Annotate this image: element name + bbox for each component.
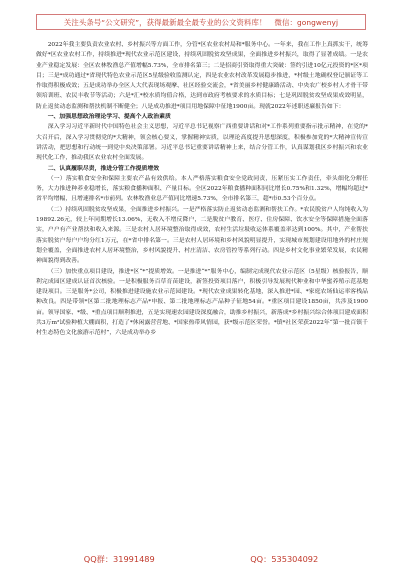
follow-notice: 关注头条号“公文研究”，获得最新最全最专业的公文资料库！ <box>63 17 267 27</box>
item-3-paragraph: （三）加快重点项目建设，推进*区“*”提质增效。一是推进“*”服务中心，编制完成现代农业示范区（5星级）核验报告，顺利完成园区建成认证首次核验。一是积极服务百草育苗建设，新签投资项目落户，积极引导发展现代种业和中华蜜养殖示范基地建设项目。三是服务*公司，积极推进建设施农业示范园建设。*现代农业成果转化基地，深入推进*园、*家庭农场仙运率客栈品种改良。四是带领*区第二批地理标志产品*申报、第二批地理标志产品种子征地54亩。*重区项目建设1850亩，共涉及1900亩。领导国家、*级、*重点项目顺利推进，五是实现速农园建设深度融合，助推乡村振兴，新落成*乡村振兴综合体项目建成面积共3万m²试验种植大棚面积，打造了*休闲露营营地、*国家热带风情园，获*级示范区荣誉。*镇*社区荣获2022年“第一批百镇千村生态特色文化旅游示范村”，六是成功举办乡 <box>36 268 368 337</box>
qq-number: 535304092 <box>271 553 319 564</box>
qq-group: QQ群：31991489 <box>83 553 155 564</box>
item-1-paragraph: （一）落实粮食安全和保障主要农产品有效供给。本人严格落实粮食安全党政同责，压紧压实工作责任，牵头细化分解任务，大力推进种养业稳增长，落实粮食播种面积、产量目标。全区2022年粮食播种面积同比增长0.75%和1.32%，增幅均超过*省平均增幅，且增速排名*市前列。农林牧渔业总产值同比增速5.73%，全市排名第三，超*市0.53个百分点。 <box>36 175 368 203</box>
qq-group-number: 31991489 <box>113 553 155 564</box>
intro-paragraph: 2022年我主要负责农业农村、乡村振兴等方面工作，分管*区农业农村局和*服务中心。一年来，我在工作上真抓实干，统筹做好*区农业农村工作，持续推进*现代农业示范区建设，持续巩固脱贫攻坚成果，全面推进乡村振兴，取得了显著成绩。一是农业产业稳定发展：全区农林牧渔总产值增幅5.73%，全市排名第三；二是招商引资取得重大突破：签约引进10亿元投资的*区*项目；三是*成功通过*省现代特色农业示范区5星级验收监测认定，四是农业农村改革发展稳步推进，*村级土地确权登记颁证等工作取得积极成效；五是成功举办全区人大代表现场观摩、社区经验交流会，*省美丽乡村健康路活动、中央农广校乡村人才骨干带领培训班、农民丰收节等活动；六是*汇*校水质均值合格，达到市政府考核要求的水质目标；七是巩固脱贫攻坚成果成效明显，防止返贫动态监测和帮扶机制不断健全；八是成功推进*项目用地保障中征地1900亩。现就2022年述职述廉报告如下： <box>36 42 368 110</box>
qq-group-label: QQ群 <box>83 553 105 564</box>
footer-contact <box>36 552 366 566</box>
header-banner <box>36 14 366 30</box>
section-heading-1: 一、加强思想政治理论学习、提高个人政治素质 <box>47 114 171 121</box>
item-2-paragraph: （二）持续巩固脱贫攻坚成果，全面推进乡村振兴。一是严格落实防止返贫动态监测和帮扶工作。*农民脱贫户人均纯收入为19892.26元，较上年同期增长13.06%，无收入不增反降户，二是脱贫户教育、医疗、住房保障、饮水安全等保障措施全面落实，户户有产业帮扶和收入来源。三是农村人居环境整治取得成效，农村生活垃圾收运体系覆盖率达到100%。其中，产业帮扶落实脱贫户每户户均分红1万元，在*省中排名第一。三是农村人居环境和乡村风貌明显提升，实现城市规划建设用地外的村庄规划全覆盖，全面推进农村人居环境整治，乡村风貌提升、村庄清洁、农房管控等系列行动。四是乡村文化事业繁荣发展，农民精神面貌得到改善。 <box>36 206 368 265</box>
section-heading-2: 二、认真履职尽责，推进分管工作提质增效 <box>47 165 160 172</box>
document-body <box>36 40 368 540</box>
wechat-id: 微信：gongwenyj <box>274 17 339 27</box>
section-1-paragraph: 深入学习习近平新时代中国特色社会主义思想，习近平总书记视察广西重要讲话和对*工作系列重要指示批示精神，在党的*大召开后，深入学习贯彻党的*大精神，领会核心要义，掌握精神实质，以理论高度提升思想深度，积极参加党的*大精神宣传宣讲活动，把思想和行动统一到党中央决策部署。习近平总书记重要讲话精神上来，结合分管工作，认真谋划我区乡村振兴和农业现代化工作，推动我区农业农村全面发展。 <box>36 124 368 162</box>
qq-label: QQ <box>250 553 264 564</box>
qq-contact: QQ：535304092 <box>250 553 319 564</box>
